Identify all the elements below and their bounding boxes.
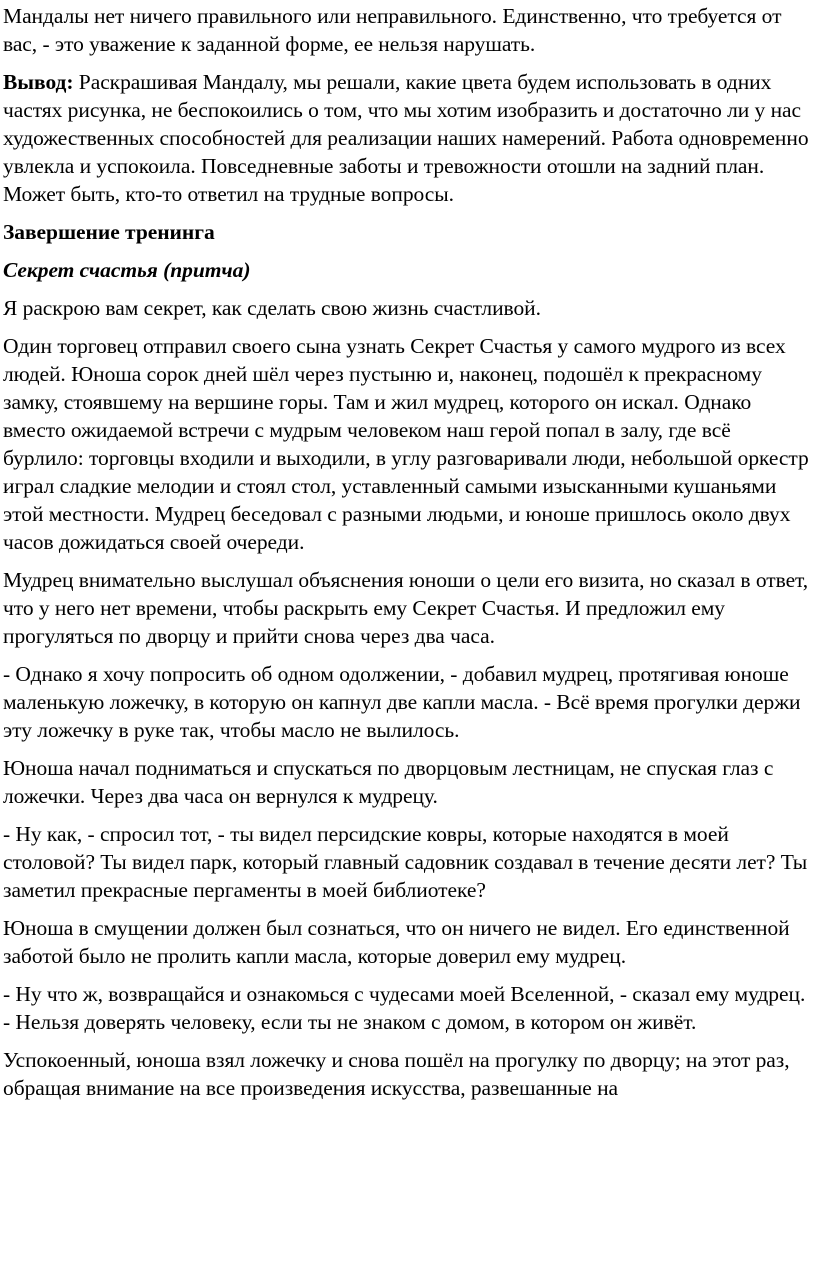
- paragraph-question: - Ну как, - спросил тот, - ты видел персидские ковры, которые находятся в моей столовой? Ты видел парк, который главный садовник создавал в течение десяти лет? Ты заметил прекрасные пергаменты в моей библиотеке?: [3, 822, 808, 902]
- section-heading: Завершение тренинга: [3, 220, 215, 244]
- paragraph-intro: Я раскрою вам секрет, как сделать свою жизнь счастливой.: [3, 296, 541, 320]
- paragraph-confession: Юноша в смущении должен был сознаться, что он ничего не видел. Его единственной заботой было не пролить капли масла, которые доверил ему мудрец.: [3, 916, 790, 968]
- paragraph-stairs: Юноша начал подниматься и спускаться по дворцовым лестницам, не спуская глаз с ложечки. Через два часа он вернулся к мудрецу.: [3, 756, 774, 808]
- paragraph-conclusion: [3, 68, 813, 208]
- paragraph-second-walk: Успокоенный, юноша взял ложечку и снова пошёл на прогулку по дворцу; на этот раз, обращая внимание на все произведения искусства, развешанные на: [3, 1048, 790, 1100]
- conclusion-label: Вывод:: [3, 70, 74, 94]
- conclusion-text: Раскрашивая Мандалу, мы решали, какие цвета будем использовать в одних частях рисунка, не беспокоились о том, что мы хотим изобразить и достаточно ли у нас художественных способностей для реализации наших намерений. Работа одновременно увлекла и успокоила. Повседневные заботы и тревожности отошли на задний план. Может быть, кто-то ответил на трудные вопросы.: [3, 70, 809, 206]
- paragraph-merchant: Один торговец отправил своего сына узнать Секрет Счастья у самого мудрого из всех людей. Юноша сорок дней шёл через пустыню и, наконец, подошёл к прекрасному замку, стоявшему на вершине горы. Там и жил мудрец, которого он искал. Однако вместо ожидаемой встречи с мудрым человеком наш герой попал в залу, где всё бурлило: торговцы входили и выходили, в углу разговаривали люди, небольшой оркестр играл сладкие мелодии и стоял стол, уставленный самыми изысканными кушаньями этой местности. Мудрец беседовал с разными людьми, и юноше пришлось около двух часов дожидаться своей очереди.: [3, 334, 809, 554]
- story-title: Секрет счастья (притча): [3, 258, 251, 282]
- paragraph-mandala-rule: Мандалы нет ничего правильного или неправильного. Единственно, что требуется от вас, - это уважение к заданной форме, ее нельзя нарушать.: [3, 4, 782, 56]
- document-body: [3, 2, 813, 1112]
- paragraph-return: - Ну что ж, возвращайся и ознакомься с чудесами моей Вселенной, - сказал ему мудрец. - Нельзя доверять человеку, если ты не знаком с домом, в котором он живёт.: [3, 982, 806, 1034]
- paragraph-spoon: - Однако я хочу попросить об одном одолжении, - добавил мудрец, протягивая юноше маленькую ложечку, в которую он капнул две капли масла. - Всё время прогулки держи эту ложечку в руке так, чтобы масло не вылилось.: [3, 662, 801, 742]
- paragraph-sage-reply: Мудрец внимательно выслушал объяснения юноши о цели его визита, но сказал в ответ, что у него нет времени, чтобы раскрыть ему Секрет Счастья. И предложил ему прогуляться по дворцу и прийти снова через два часа.: [3, 568, 809, 648]
